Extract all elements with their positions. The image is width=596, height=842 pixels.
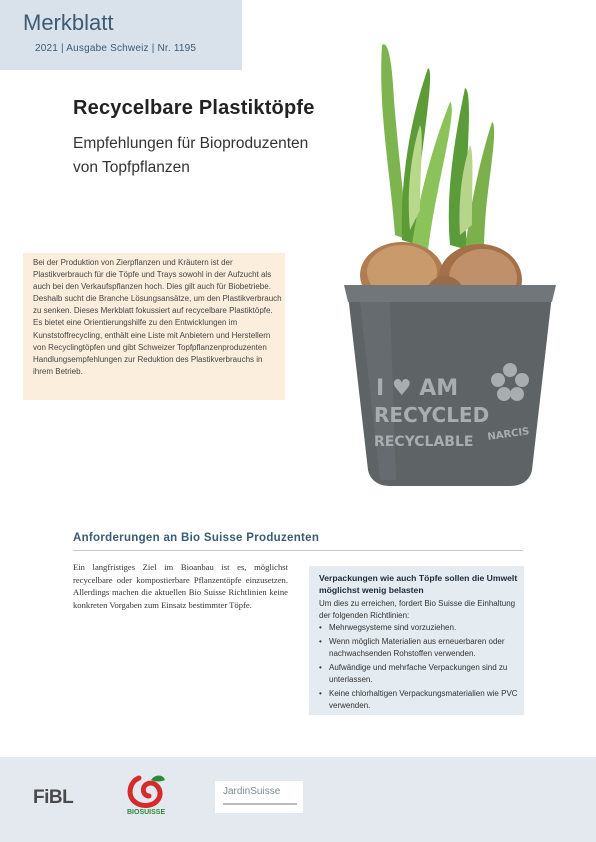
bud-icon [130,778,160,805]
edition-info: 2021 | Ausgabe Schweiz | Nr. 1195 [35,43,197,54]
header-band [0,0,242,70]
biosuisse-logo [125,772,175,816]
section-divider [73,550,523,551]
pot-line-3: RECYCLABLE [374,434,474,450]
plant-pot-photo [300,40,570,495]
bullet: • [319,688,322,698]
list-item [319,636,521,660]
bullet: • [319,623,322,632]
document-subtitle [73,132,308,180]
biosuisse-wordmark: BIOSUISSE [127,809,166,816]
list-item-text: Keine chlorhaltigen Verpackungsmaterialien wie PVC verwenden. [329,688,518,710]
subtitle-line: von Topfpflanzen [73,159,190,176]
list-item [319,622,521,634]
list-item-text: Wenn möglich Materialien aus erneuerbaren oder nachwachsenden Rohstoffen verwenden. [329,636,505,658]
section-heading: Anforderungen an Bio Suisse Produzenten [73,532,320,544]
requirements-list [319,622,521,713]
pot-line-2: RECYCLED [374,403,490,427]
requirements-heading: Verpackungen wie auch Töpfe sollen die Umwelt möglichst wenig belasten [319,573,518,596]
bullet: • [319,662,322,672]
leaf-icon [151,776,165,782]
list-item [319,662,521,686]
document-title: Recycelbare Plastiktöpfe [73,97,315,119]
jardinsuisse-wordmark: JardinSuisse [223,786,281,797]
jardinsuisse-underline [223,803,297,805]
fibl-logo: FiBL [33,787,74,808]
subtitle-line: Empfehlungen für Bioproduzenten [73,135,309,152]
requirements-intro: Um dies zu erreichen, fordert Bio Suisse die Einhaltung der folgenden Richtlinien: [319,599,516,621]
section-body: Ein langfristiges Ziel im Bioanbau ist es, möglichst recycelbare oder kompostierbare Pflanzentöpfe einzusetzen. Allerdings machen die aktuellen Bio Suisse Richtlinien keine konkreten Vorgaben zum Einsatz bestimmter Töpfe. [73,562,288,610]
series-title: Merkblatt [23,10,114,35]
bullet: • [319,636,322,646]
list-item [319,688,521,712]
jardinsuisse-logo [215,781,303,813]
footer [0,757,596,842]
intro-box [23,253,285,400]
pot [344,285,556,486]
intro-text: Bei der Produktion von Zierpflanzen und Kräutern ist der Plastikverbrauch für die Töpfe und Trays sowohl in der Aufzucht als auch bei den Verkaufspflanzen hoch. Dies gilt auch für Biobetriebe. Deshalb sucht die Branche Lösungsansätze, um den Plastikverbrauch zu senken. Dieses Merkblatt fokussiert auf recycelbare Plastiktöpfe. Es bietet eine Orientierungshilfe zu den Entwicklungen im Kunststoffrecycling, enthält eine Liste mit Anbietern und Herstellern von Recyclingtöpfen und gibt Schweizer Topfpflanzenproduzenten Handlungsempfehlungen zur Reduktion des Plastikverbrauchs in ihrem Betrieb. [33,258,282,376]
list-item-text: Mehrwegsysteme sind vorzuziehen. [329,623,457,632]
leaves [381,44,494,255]
list-item-text: Aufwändige und mehrfache Verpackungen sind zu unterlassen. [329,662,508,684]
pot-side-text: NARCIS [486,426,531,443]
pot-line-1: I ♥ AM [376,376,459,401]
requirements-box [309,566,524,715]
